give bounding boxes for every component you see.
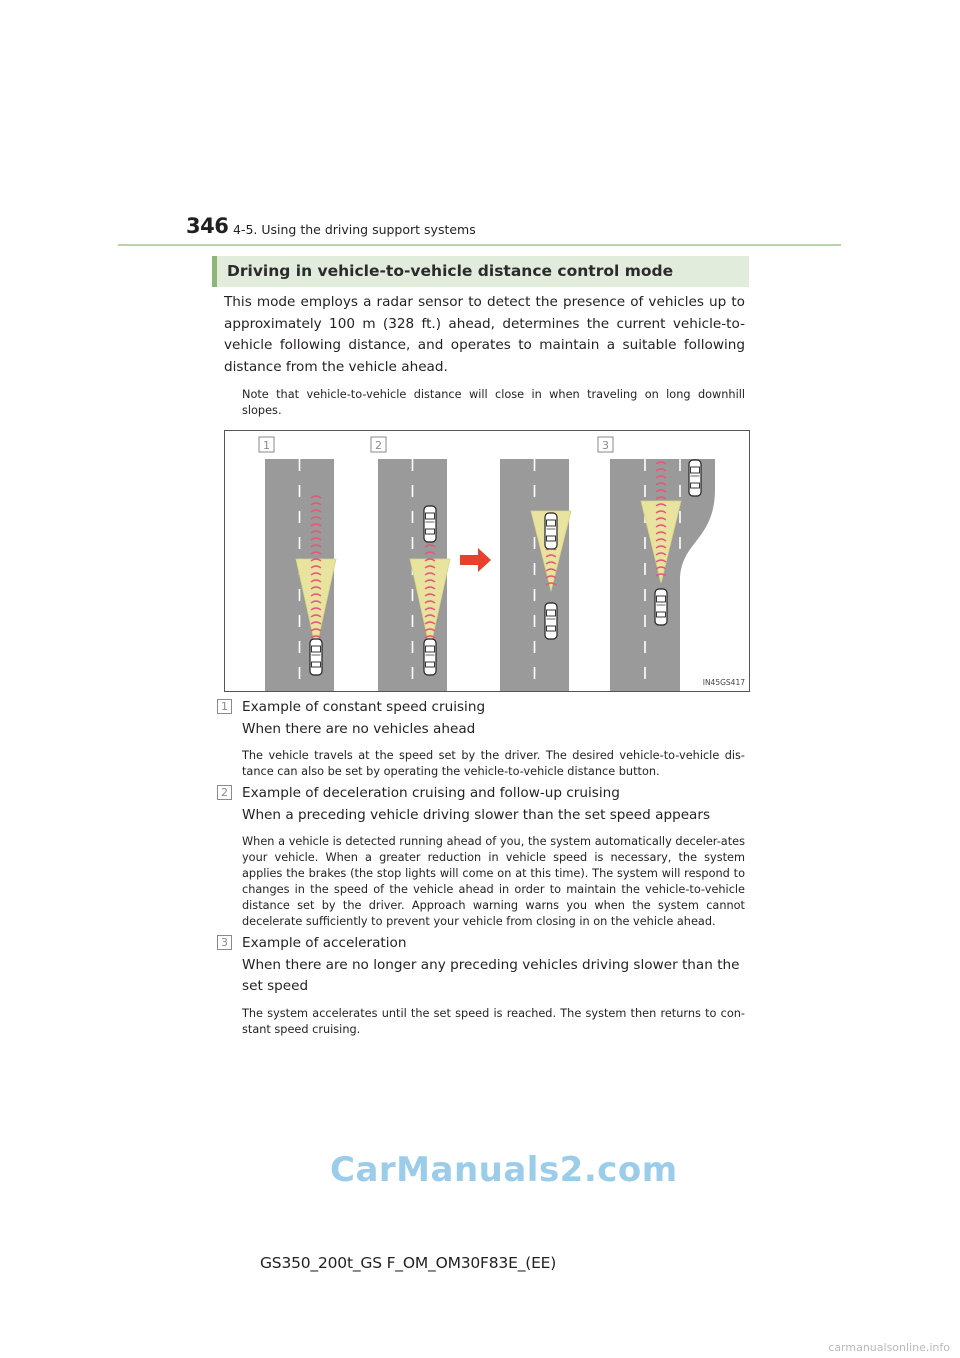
scene-2 (378, 459, 450, 691)
scene-label-1 (259, 437, 274, 452)
page-number: 346 (186, 214, 229, 238)
item-number-3: 3 (217, 935, 232, 950)
item-subtitle-line: When a preceding vehicle driving slower than the set speed appears (242, 806, 711, 823)
own-car-2 (424, 639, 436, 675)
scene-1 (265, 459, 336, 691)
own-car-3 (545, 603, 557, 639)
transition-arrow (460, 548, 491, 572)
item-desc-1: The vehicle travels at the speed set by the driver. The desired vehicle-to-vehicle dis-tance can also be set by operating the vehicle-to-vehicle distance button. (242, 749, 745, 778)
item-subtitle-line: When there are no vehicles ahead (242, 720, 476, 737)
svg-text:1: 1 (263, 439, 270, 452)
item-number-1: 1 (217, 699, 232, 714)
scene-4 (610, 459, 715, 691)
exiting-car-4 (689, 460, 701, 496)
svg-text:2: 2 (375, 439, 382, 452)
scene-label-2 (371, 437, 386, 452)
own-car-4 (655, 589, 667, 625)
item-title-line: Example of deceleration cruising and follow-up cruising (242, 785, 620, 801)
watermark-link[interactable]: CarManuals2.com (330, 1150, 678, 1190)
note-paragraph: Note that vehicle-to-vehicle distance will close in when traveling on long downhill slopes. (242, 388, 745, 417)
intro-paragraph: This mode employs a radar sensor to detect the presence of vehicles up to approximately 100 m (328 ft.) ahead, determines the current vehicle-to-vehicle following distance, and operates to maintain a suitable following distance from the vehicle ahead. (224, 294, 745, 375)
scene-3 (500, 459, 571, 691)
item-desc-2: When a vehicle is detected running ahead of you, the system automatically deceler-ates your vehicle. When a greater reduction in vehicle speed is necessary, the system applies the brakes (the stop lights will come on at this time). The system will respond to changes in the speed of the vehicle ahead in order to maintain the vehicle-to-vehicle distance set by the driver. Approach warning warns you when the system cannot decelerate sufficiently to prevent your vehicle from closing in on the vehicle ahead. (242, 835, 745, 928)
lead-car-2 (424, 506, 436, 542)
item-title-line: Example of constant speed cruising (242, 699, 486, 715)
header-rule (118, 244, 841, 246)
own-car-1 (310, 639, 322, 675)
item-title-3 (242, 933, 745, 998)
section-title: Driving in vehicle-to-vehicle distance control mode (227, 262, 674, 280)
item-subtitle-line: When there are no longer any preceding vehicles driving slower than the set speed (242, 956, 740, 994)
item-title-2 (242, 783, 745, 826)
item-desc-3: The system accelerates until the set speed is reached. The system then returns to con-stant speed cruising. (242, 1007, 745, 1036)
section-bar (212, 256, 749, 287)
chapter-heading: 4-5. Using the driving support systems (233, 222, 476, 237)
diagram-code: IN45GS417 (702, 678, 745, 687)
lead-car-3 (545, 513, 557, 549)
radar-diagram (224, 430, 750, 692)
svg-text:3: 3 (602, 439, 609, 452)
item-title-line: Example of acceleration (242, 935, 407, 951)
scene-label-3 (598, 437, 613, 452)
site-watermark: carmanualsonline.info (828, 1341, 950, 1354)
item-number-2: 2 (217, 785, 232, 800)
footer-model-code: GS350_200t_GS F_OM_OM30F83E_(EE) (260, 1254, 557, 1272)
item-title-1 (242, 697, 745, 740)
diagram-canvas (225, 431, 749, 691)
